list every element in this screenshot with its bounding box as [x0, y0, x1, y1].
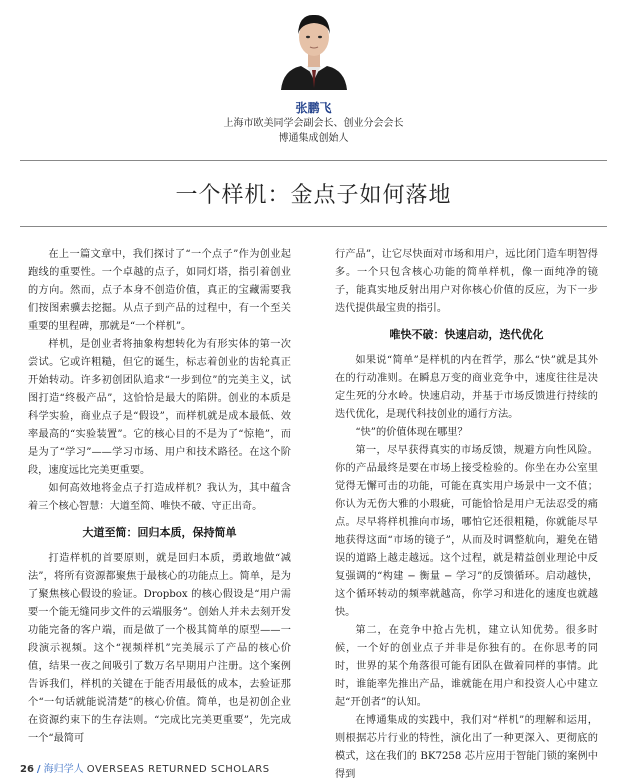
magazine-name-en: OVERSEAS RETURNED SCHOLARS	[86, 764, 270, 775]
paragraph: 在博通集成的实践中，我们对“样机”的理解和运用，则根据芯片行业的特性，演化出了一种更深入、更彻底的模式，这在我们的 BK7258 芯片应用于智能门锁的案例中得到	[335, 715, 598, 780]
title-rule-top	[20, 160, 607, 161]
title-rule-bottom	[20, 226, 607, 227]
paragraph: 如何高效地将金点子打造成样机？我认为，其中蕴含着三个核心智慧：大道至简、唯快不破、守正出奇。	[28, 483, 291, 512]
author-portrait	[279, 4, 349, 90]
paragraph: 样机，是创业者将抽象构想转化为有形实体的第一次尝试。它或许粗糙，但它的诞生，标志着创业的齿轮真正开始转动。许多初创团队追求“一步到位”的完美主义，试图打造“终极产品”，这恰恰是最大的陷阱。创业的本质是科学实验，商业点子是“假设”，而样机就是成本最低、效率最高的“实验装置”。它的核心目的不是为了“惊艳”，而是为了“学习”——学习市场、用户和技术路径。在这个阶段，速度远比完美更重要。	[28, 339, 291, 476]
author-title-1: 上海市欧美同学会副会长、创业分会会长	[223, 118, 404, 129]
article-column-left	[28, 246, 291, 748]
paragraph: “快”的价值体现在哪里？	[355, 427, 468, 438]
author-info	[180, 100, 447, 146]
paragraph: 第一，尽早获得真实的市场反馈，规避方向性风险。你的产品最终是要在市场上接受检验的。你坐在办公室里觉得无懈可击的功能，可能在真实用户场景中一文不值；你认为无伤大雅的小瑕疵，可能恰恰是用户无法忍受的痛点。尽早将样机推向市场，哪怕它还很粗糙，你就能尽早地获得这面“市场的镜子”，从而及时调整航向，避免在错误的道路上越走越远。这个过程，就是精益创业理论中反复强调的“构建 − 衡量 − 学习”的反馈循环。启动越快，这个循环转动的频率就越高，你学习和进化的速度也就越快。	[335, 445, 598, 618]
author-title-2: 博通集成创始人	[278, 133, 349, 144]
paragraph: 第二，在竞争中抢占先机，建立认知优势。很多时候，一个好的创业点子并非是你独有的。在你思考的同时，世界的某个角落很可能有团队在做着同样的事情。此时，谁能率先推出产品，谁就能在用户和投资人心中建立起“开创者”的认知。	[335, 625, 598, 708]
paragraph: 如果说“简单”是样机的内在哲学，那么“快”就是其外在的行动准则。在瞬息万变的商业竞争中，速度往往是决定生死的分水岭。快速启动，并基于市场反馈进行持续的迭代优化，是现代科技创业的通行方法。	[335, 355, 598, 420]
footer-slash-icon: /	[36, 764, 41, 775]
section-heading: 大道至简：回归本质，保持简单	[82, 526, 237, 539]
magazine-name-cn: 海归学人	[43, 764, 84, 775]
article-column-right	[335, 246, 598, 784]
paragraph: 打造样机的首要原则，就是回归本质，勇敢地做“减法”，将所有资源都聚焦于最核心的功能点上。简单，是为了聚焦核心假设的验证。Dropbox 的核心假设是“用户需要一个能无缝同步文件的云端服务”。创始人并未去刻开发功能完备的客户端，而是做了一个极其简单的原型——一段演示视频。这个“视频样机”完美展示了产品的核心价值，结果一夜之间吸引了数万名早期用户注册。这个案例告诉我们，样机的关键在于能否用最低的成本，去验证那个“一句话就能说清楚”的核心价值。简单，也是初创企业在资源约束下的生存法则。“完成比完美更重要”，先完成一个“最简可	[28, 553, 291, 744]
paragraph: 在上一篇文章中，我们探讨了“一个点子”作为创业起跑线的重要性。一个卓越的点子，如同灯塔，指引着创业的方向。然而，点子本身不创造价值，真正的宝藏需要我们按图索骥去挖掘。从点子到产品的过程中，有一个至关重要的里程碑，那就是“一个样机”。	[28, 249, 291, 332]
page-footer	[20, 760, 270, 775]
section-heading: 唯快不破：快速启动，迭代优化	[389, 328, 544, 341]
author-name: 张鹏飞	[295, 101, 332, 115]
article-title: 一个样机：金点子如何落地	[175, 183, 452, 208]
paragraph: 行产品”，让它尽快面对市场和用户，远比闭门造车明智得多。一个只包含核心功能的简单样机，像一面纯净的镜子，能真实地反射出用户对你核心价值的反应，为下一步迭代提供最宝贵的指引。	[335, 249, 598, 314]
page-number: 26	[20, 764, 34, 775]
